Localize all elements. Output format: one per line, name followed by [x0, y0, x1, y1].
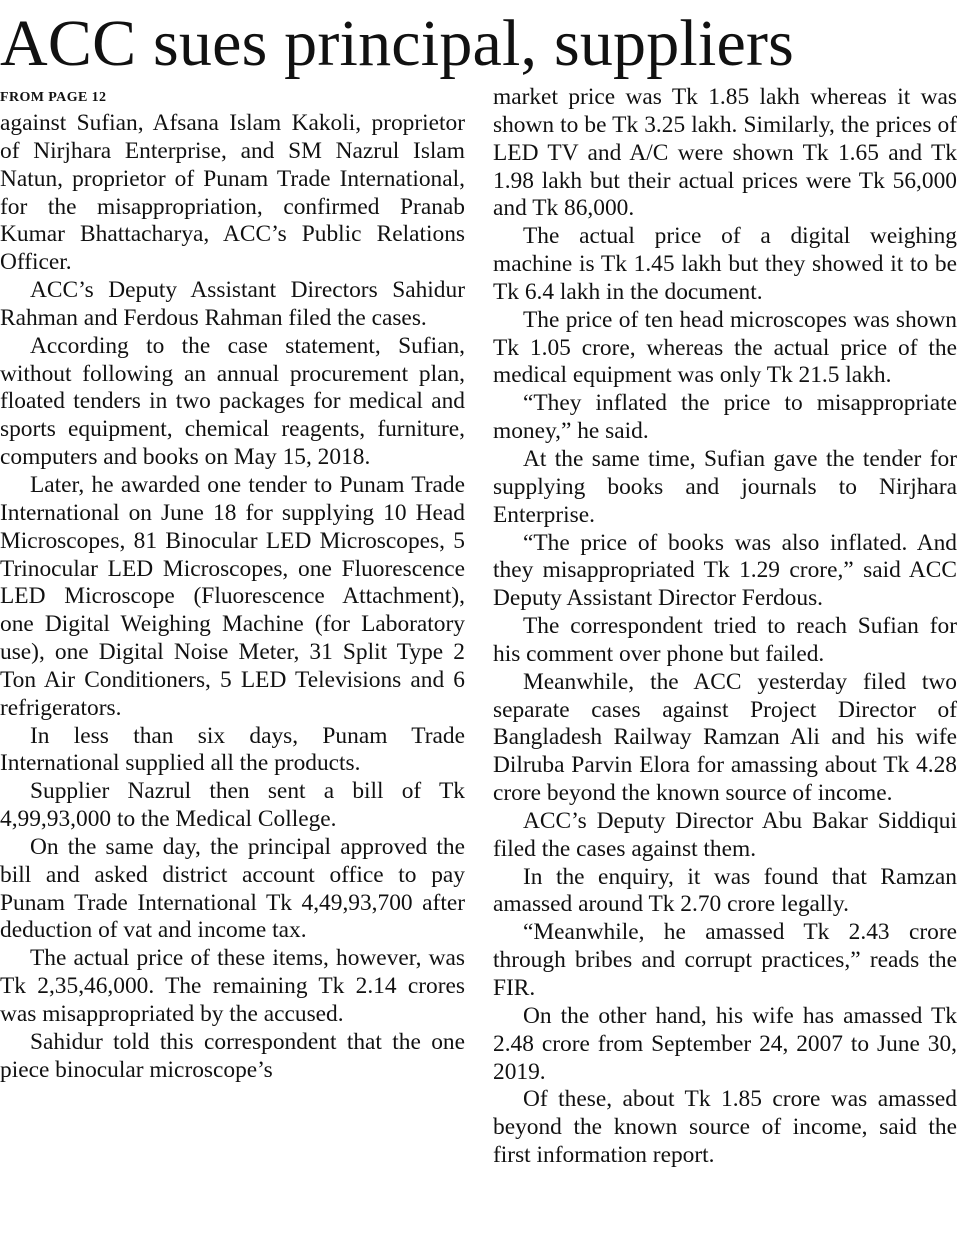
paragraph: Meanwhile, the ACC yesterday filed two separate cases against Project Director of Bangladesh Railway Ramzan Ali and his wife Dilruba Parvin Elora for amassing about Tk 4.28 crore beyond the known source of income. [493, 668, 957, 807]
paragraph: The actual price of a digital weighing machine is Tk 1.45 lakh but they showed it to be Tk 6.4 lakh in the document. [493, 223, 957, 305]
paragraph: market price was Tk 1.85 lakh whereas it was shown to be Tk 3.25 lakh. Similarly, the prices of LED TV and A/C were shown Tk 1.65 and Tk 1.98 lakh but their actual prices were Tk 56,000 and Tk 86,000. [493, 84, 957, 222]
paragraph: Supplier Nazrul then sent a bill of Tk 4,99,93,000 to the Medical College. [0, 778, 465, 833]
paragraph: In less than six days, Punam Trade International supplied all the products. [0, 722, 465, 777]
paragraph: On the other hand, his wife has amassed Tk 2.48 crore from September 24, 2007 to June 30, 2019. [493, 1002, 957, 1085]
paragraph: Later, he awarded one tender to Punam Trade International on June 18 for supplying 10 Head Microscopes, 81 Binocular LED Microscopes, 5 Trinocular LED Microscopes, one Fluorescence LED Microscope (Fluorescence Attachment), one Digital Weighing Machine (for Laboratory use), one Digital Noise Meter, 31 Split Type 2 Ton Air Conditioners, 5 LED Televisions and 6 refrigerators. [0, 471, 465, 721]
paragraph: ACC’s Deputy Director Abu Bakar Siddiqui filed the cases against them. [493, 807, 957, 862]
continuation-kicker: FROM PAGE 12 [0, 90, 107, 105]
paragraph: The price of ten head microscopes was shown Tk 1.05 crore, whereas the actual price of the medical equipment was only Tk 21.5 lakh. [493, 306, 957, 389]
paragraph: Sahidur told this correspondent that the one piece binocular microscope’s [0, 1028, 465, 1083]
article-column-right [493, 84, 957, 1224]
paragraph: According to the case statement, Sufian, without following an annual procurement plan, floated tenders in two packages for medical and sports equipment, chemical reagents, furniture, computers and books on May 15, 2018. [0, 332, 465, 471]
paragraph: “The price of books was also inflated. And they misappropriated Tk 1.29 crore,” said ACC Deputy Assistant Director Ferdous. [493, 529, 957, 612]
paragraph: On the same day, the principal approved the bill and asked district account office to pay Punam Trade International Tk 4,49,93,700 after deduction of vat and income tax. [0, 833, 465, 944]
paragraph: Of these, about Tk 1.85 crore was amassed beyond the known source of income, said the first information report. [493, 1086, 957, 1169]
paragraph: At the same time, Sufian gave the tender for supplying books and journals to Nirjhara Enterprise. [493, 445, 957, 528]
paragraph: In the enquiry, it was found that Ramzan amassed around Tk 2.70 crore legally. [493, 863, 957, 918]
article-column-left [0, 110, 465, 1250]
paragraph: The actual price of these items, however, was Tk 2,35,46,000. The remaining Tk 2.14 crores was misappropriated by the accused. [0, 945, 465, 1027]
headline: ACC sues principal, suppliers [0, 7, 795, 80]
paragraph: “Meanwhile, he amassed Tk 2.43 crore through bribes and corrupt practices,” reads the FIR. [493, 919, 957, 1001]
paragraph: against Sufian, Afsana Islam Kakoli, proprietor of Nirjhara Enterprise, and SM Nazrul Islam Natun, proprietor of Punam Trade International, for the misappropriation, confirmed Pranab Kumar Bhattacharya, ACC’s Public Relations Officer. [0, 110, 465, 276]
paragraph: The correspondent tried to reach Sufian for his comment over phone but failed. [493, 613, 957, 667]
paragraph: ACC’s Deputy Assistant Directors Sahidur Rahman and Ferdous Rahman filed the cases. [0, 277, 465, 331]
paragraph: “They inflated the price to misappropriate money,” he said. [493, 390, 957, 445]
